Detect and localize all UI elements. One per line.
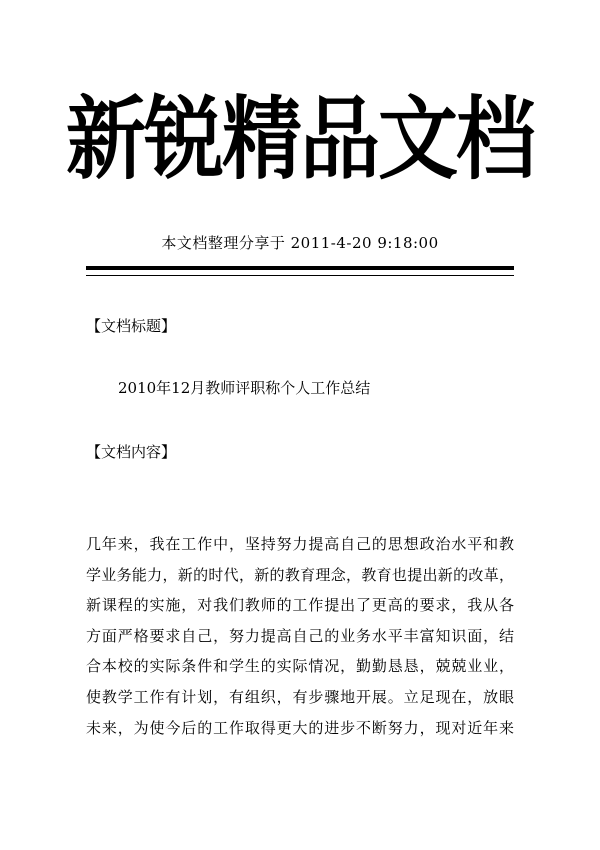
doc-title-text: 2010年12月教师评职称个人工作总结 bbox=[118, 379, 371, 397]
share-date-line: 本文档整理分享于 2011-4-20 9:18:00 bbox=[161, 234, 439, 252]
body-line: 合本校的实际条件和学生的实际情况，勤勤恳恳，兢兢业业， bbox=[86, 657, 514, 676]
body-line: 方面严格要求自己，努力提高自己的业务水平丰富知识面，结 bbox=[86, 626, 514, 645]
divider-thick bbox=[86, 266, 514, 270]
body-line: 几年来，我在工作中，坚持努力提高自己的思想政治水平和教 bbox=[86, 535, 514, 553]
document-banner-title: 新锐精品文档 bbox=[66, 86, 534, 192]
doc-body bbox=[86, 533, 514, 747]
body-line: 学业务能力，新的时代，新的教育理念，教育也提出新的改革， bbox=[86, 565, 514, 584]
doc-content-label: 【文档内容】 bbox=[86, 443, 177, 461]
divider-thin bbox=[86, 275, 514, 276]
body-line: 新课程的实施，对我们教师的工作提出了更高的要求，我从各 bbox=[86, 596, 514, 615]
body-line: 使教学工作有计划，有组织，有步骤地开展。立足现在，放眼 bbox=[86, 687, 514, 706]
body-line: 未来，为使今后的工作取得更大的进步不断努力，现对近年来 bbox=[86, 718, 514, 737]
doc-title-label: 【文档标题】 bbox=[86, 317, 177, 335]
